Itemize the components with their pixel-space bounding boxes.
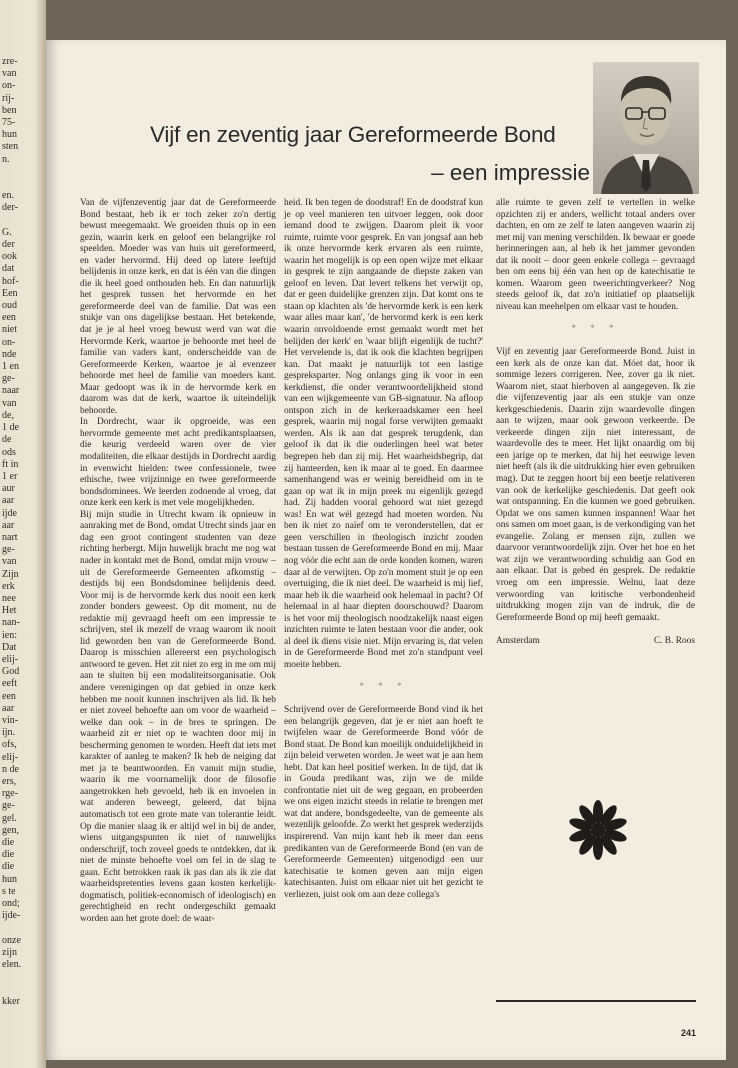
left-page-fragment: gen, bbox=[2, 824, 19, 836]
author-name: C. B. Roos bbox=[653, 636, 695, 647]
left-page-edge bbox=[0, 0, 46, 1068]
left-page-fragment: aar bbox=[2, 495, 15, 507]
paragraph: In Dordrecht, waar ik opgroeide, was een hervormde gemeente met acht predikantsplaatsen, die keurig verdeeld waren over de vier modaliteiten, die elkaar destijds in Dordrecht aardig in evenwicht hielden: twee confessionele, twee ethische, twee vrijzinnige en twee gereformeerde bondsdominees. We leerden zodoende al vroeg, dat onze kerk een kerk is met vele mogelijkheden. bbox=[80, 417, 276, 509]
left-page-fragment: aar bbox=[2, 702, 15, 714]
left-page-fragment: 1 de bbox=[2, 422, 19, 434]
article-column-2 bbox=[284, 198, 483, 901]
section-divider-stars: * * * bbox=[571, 323, 620, 334]
left-page-fragment: gel. bbox=[2, 812, 17, 824]
left-page-fragment bbox=[2, 971, 46, 983]
left-page-fragment: die bbox=[2, 837, 15, 848]
left-page-fragment: sten bbox=[2, 141, 19, 153]
left-page-fragment: van bbox=[2, 397, 17, 409]
left-page-fragment: vin- bbox=[2, 714, 19, 726]
left-page-fragment: niet bbox=[2, 324, 17, 336]
left-page-fragment: oud bbox=[2, 300, 17, 312]
left-page-fragment bbox=[2, 983, 46, 995]
left-page-fragment: elij- bbox=[2, 751, 19, 763]
left-page-fragment: ijde bbox=[2, 507, 17, 519]
left-page-fragment: eeft bbox=[2, 678, 17, 690]
place-name: Amsterdam bbox=[496, 636, 540, 647]
title-line-1: Vijf en zeventig jaar Gereformeerde Bond bbox=[150, 122, 556, 147]
left-page-fragment: die bbox=[2, 849, 15, 861]
left-page-fragment: een bbox=[2, 690, 16, 702]
left-page-fragment: der bbox=[2, 239, 15, 251]
left-page-fragment: en. bbox=[2, 190, 14, 202]
left-page-fragment: onze bbox=[2, 934, 21, 946]
left-page-fragment: nan- bbox=[2, 617, 20, 629]
left-page-fragment: ben bbox=[2, 104, 17, 116]
left-page-fragment: naar bbox=[2, 385, 20, 397]
left-page-fragment: hun bbox=[2, 873, 17, 885]
page-number: 241 bbox=[681, 1028, 697, 1038]
left-page-text bbox=[2, 56, 46, 1008]
left-page-fragment: 75- bbox=[2, 117, 16, 129]
left-page-fragment: ge- bbox=[2, 373, 15, 385]
left-page-fragment: zijn bbox=[2, 946, 17, 958]
left-page-fragment: ge- bbox=[2, 800, 15, 812]
left-page-fragment: een bbox=[2, 312, 16, 324]
left-page-fragment: ofs, bbox=[2, 739, 17, 751]
paragraph: heid. Ik ben tegen de doodstraf! En de doodstraf kun je op veel manieren ten uitvoer leggen, ook door iemand dood te zwijgen. Daarom pleit ik voor ruimte, ruimte voor gesprek. En van jongsaf aan heb ik onze hervormde kerk ervaren als een ruimte, waarin het mogelijk is op een open wijze met elkaar in gesprek te zijn aangaande de diepste zaken van geloof en leven. Dat levert telkens het verwijt op, dat er geen duidelijke grenzen zijn. Dat komt ons te staan op klachten als 'de hervormde kerk is een kerk waar alles maar kan', 'de hervormd kerk is een kerk waarin onvoldoende ernst gemaakt wordt met het belijden der kerk' en 'waar blijft eigenlijk de tucht?' Het vervelende is, dat ik ook die klachten begrijpen kan. Dat maakt je natuurlijk tot een lastige gespreksparter. Nog onlangs ging ik voor in een kerkdienst, die onder verantwoordelijkheid stond van een wijkgemeente van GB-signatuur. Na afloop ontspon zich in de kerkeraadskamer een heel gesprek, waarin mij nogal forse verwijten gemaakt werden. Als ik aan dat gesprek terugdenk, dan geloof ik dat ik die ouderlingen heel wat beter begrepen heb dan zij mij. Het waarheidsbegrip, dat zij hanteerden, ken ik maar al te goed. En daarmee samenhangend was er weinig bereidheid om in te gaan op wat ik in mijn preek nu eigenlijk gezegd had. Zij hadden vooral gehoord wat niet gezegd was! En wat wél gezegd had moeten worden. Nu ben ik niet zo naïef om te veronderstellen, dat er geen verschillen in theologisch inzicht zouden bestaan tussen de Gereformeerde Bond en mij. Maar nog vóór die echt aan de orde konden komen, waren daar al de verwijten. Op zo'n moment stuit je op een overtuiging, die ik niet deel. De waarheid is mij lief, maar heb ik die waarheid ook helemaal in pacht? Of helemaal in al haar diepten doorschouwd? Daarom is het voor mij theologisch noodzakelijk naast eigen inzichten ruimte te laten bestaan voor die ander, ook al deel ik diens visie niet. Mijn ervaring is, dat velen in de Gereformeerde Bond met zo'n standpunt veel moeite hebben. bbox=[284, 198, 483, 670]
left-page-fragment: Zijn bbox=[2, 568, 19, 580]
left-page-fragment: kker bbox=[2, 995, 20, 1007]
left-page-fragment: ijde- bbox=[2, 910, 21, 922]
left-page-fragment: de, bbox=[2, 409, 14, 421]
paragraph: Schrijvend over de Gereformeerde Bond vind ik het een belangrijk gegeven, dat je er niet aan hoeft te twijfelen waar de Gereformeerde Bond vóór de Bond staat. De Bond kan moeilijk onduidelijkheid in zijn beleid verweten worden. Je weet wat je aan hem hebt. Dat kan heel positief werken. In de tijd, dat ik in Gouda predikant was, zijn we de milde confrontatie niet uit de weg gegaan, en probeerden we ons eigen inzicht steeds in relatie te brengen met wat dat andere, bondsgedeelte, van de gemeente als wezenlijk geloofde. Zo werkt het gesprek wederzijds inspirerend. Van mijn kant heb ik meer dan eens predikanten van de Gereformeerde Bond (en van de Gereformeerde Gemeenten) uitgenodigd een uur katechisatie te komen geven aan mijn eigen katechisanten. Juist om elkaar niet uit het gezicht te verliezen, juist ook om aan deze collega's bbox=[284, 704, 483, 900]
left-page-fragment: erk bbox=[2, 580, 15, 592]
left-page-fragment: zre- bbox=[2, 56, 18, 67]
left-page-fragment: dat bbox=[2, 263, 15, 275]
left-page-fragment: ers, bbox=[2, 775, 17, 787]
left-page-fragment: s te bbox=[2, 885, 16, 897]
left-page-fragment bbox=[2, 922, 46, 934]
left-page-fragment: elen. bbox=[2, 959, 22, 971]
left-page-fragment: God bbox=[2, 666, 20, 678]
left-page-fragment: nee bbox=[2, 592, 16, 604]
left-page-fragment: hun bbox=[2, 129, 17, 141]
left-page-fragment: der- bbox=[2, 202, 18, 214]
left-page-fragment: on- bbox=[2, 336, 16, 348]
title-line-2: – een impressie bbox=[431, 160, 590, 185]
left-page-fragment: van bbox=[2, 68, 17, 80]
left-page-fragment: Een bbox=[2, 287, 18, 299]
left-page-fragment: die bbox=[2, 861, 15, 873]
left-page-fragment: n. bbox=[2, 153, 10, 165]
left-page-fragment bbox=[2, 178, 46, 190]
left-page-fragment: van bbox=[2, 556, 17, 568]
left-page-fragment: 1 er bbox=[2, 470, 18, 482]
left-page-fragment: ien: bbox=[2, 629, 17, 641]
left-page-fragment: nart bbox=[2, 531, 18, 543]
left-page-fragment: Dat bbox=[2, 641, 17, 653]
left-page-fragment: nde bbox=[2, 348, 17, 360]
paragraph: Bij mijn studie in Utrecht kwam ik opnieuw in aanraking met de Bond, omdat Utrecht sinds jaar en dag een groot contingent studenten van deze richting herbergt. Mijn huwelijk bracht me nog wat nader in kontakt met de Bond, omdat mijn vrouw – uit de Gereformeerde Gemeenten afkomstig – destijds bij een Bondsdominee belijdenis deed. Voor mij is de hervormde kerk dus nooit een kerk zonder bonders geweest. Op dit moment, nu de redaktie mij gevraagd heeft om een impressie te schrijven, stel ik mezelf de vraag waarom ik nooit lid geworden ben van de Gereformeerde Bond. Daarop is misschien allereerst een psychologisch antwoord te geven. Het zit niet zo erg in me om mij aan te sluiten bij een modaliteitsorganisatie. Ook andere verenigingen op dat gebied in onze kerk hebben me nooit kunnen inschrijven als lid. Ik heb er niet zoveel behoefte aan om voor de waarheid – welke dan ook – in de bres te springen. De waarheid zit er niet op te wachten door mij in bescherming genomen te worden. Heeft dat iets met karakter of aanleg te maken? Ik heb de neiging dat met ja te beantwoorden. En vanuit mijn studie, waarin ik me voornamelijk door de filosofie aangetrokken heb gevoeld, heb ik en invoelen in wat anderen beweegt, geleerd, dat bijna automatisch tot een grote mate van tolerantie leidt. Op die manier slaag ik er altijd wel in bij de ander, wiens uitgangspunten ik niet of nauwelijks onderschrijf, toch zoveel goeds te ontdekken, dat ik niet de minste behoefte voel om fel in de slag te gaan. Echt betrokken raak ik pas dan als ik zie dat waarheidspretenties levens gaan kosten kerkelijk-dogmatisch, politiek-economisch of ideologisch) en gerechtigheid en recht ondergeschikt gemaakt worden aan het grote doel: de waar- bbox=[80, 509, 276, 924]
left-page-fragment: Het bbox=[2, 605, 17, 617]
asterisk-ornament-icon bbox=[566, 798, 630, 862]
left-page-fragment: ook bbox=[2, 251, 17, 263]
left-page-fragment: ft in bbox=[2, 458, 19, 470]
paragraph: Van de vijfenzeventig jaar dat de Gereformeerde Bond bestaat, heb ik er toch zeker zo'n dertig bewust meegemaakt. We groeiden thuis op in een gezin, waarin kerk en geloof een belangrijke rol speelden. Moeder was van huis uit gereformeerd, en vader hervormd. Hij deed op latere leeftijd belijdenis in onze kerk, en dat is één van die dingen die ik heel goed onthouden heb. En dan natuurlijk het gesprek tussen het hervormde en het gereformeerde deel van de familie. Dat was een stukje van ons dagelijkse bestaan. Het betekende, dat je je al heel vroeg bewust werd van wat die Hervormde Kerk, waartoe je behoorde met heel de familie van vaders kant, onderscheidde van de Gereformeerde Kerken, waartoe je al evenzeer behoorde met heel de familie van moeders kant. Maar gedoopt was ik in de hervormde kerk en daarom was dat de kerk, waartoe ik uiteindelijk behoorde. bbox=[80, 198, 276, 416]
left-page-fragment: rij- bbox=[2, 92, 15, 104]
end-rule bbox=[496, 1000, 696, 1002]
section-divider-stars: * * * bbox=[359, 681, 408, 692]
left-page-fragment: on- bbox=[2, 80, 16, 92]
left-page-fragment: 1 en bbox=[2, 361, 19, 373]
signature-line bbox=[496, 636, 695, 648]
left-page-fragment bbox=[2, 215, 46, 227]
left-page-fragment: rge- bbox=[2, 788, 18, 800]
left-page-fragment: G. bbox=[2, 226, 12, 238]
left-page-fragment: elij- bbox=[2, 653, 19, 665]
left-page-fragment: aar bbox=[2, 519, 15, 531]
left-page-fragment: hof- bbox=[2, 275, 19, 287]
article-column-1 bbox=[80, 198, 276, 925]
left-page-fragment: ge- bbox=[2, 544, 15, 556]
left-page-fragment bbox=[2, 166, 46, 178]
author-portrait bbox=[593, 62, 699, 194]
left-page-fragment: n de bbox=[2, 763, 19, 775]
left-page-fragment: ijn. bbox=[2, 727, 16, 739]
left-page-fragment: ods bbox=[2, 446, 16, 458]
left-page-fragment: ond; bbox=[2, 898, 20, 910]
article-column-3 bbox=[496, 198, 695, 648]
paragraph: alle ruimte te geven zelf te vertellen in welke opzichten zij er anders, wellicht totaal anders over dachten, en om ze zelf te laten aangeven waarin zij met mij van mening verschilden. Ik bewaar er goede herinneringen aan, al heb ik het jammer gevonden dat ik nooit – door geen enkele collega – gevraagd ben om eens bij één van hen op de katechisatie te komen. Waarom geen tweerichtingverkeer? Nog steeds geloof ik, dat zo'n initiatief op plaatselijk niveau kan meehelpen om elkaar vast te houden. bbox=[496, 198, 695, 312]
left-page-fragment: aur bbox=[2, 483, 15, 495]
left-page-fragment: de bbox=[2, 434, 12, 446]
paragraph: Vijf en zeventig jaar Gereformeerde Bond. Juist in een kerk als de onze kan dat. Móet dat, hoor ik sommige lezers corrigeren. Nee, zover ga ik niet. Waarom niet, staat hierboven al aangegeven. Ik zie die vijfenzeventig jaar als een stukje van onze kerkgeschiedenis. Daarin zijn waardevolle dingen aan te wijzen, maar ook gewoon verkeerde. De verkeerde dingen zijn niet interessant, de waardevolle des te meer. Het lijkt onaardig om bij een jarige op te merken, dat hij het eeuwige leven niet heeft (als ik die uitdrukking hier even gebruiken mag). Dat te zeggen hoort bij een beetje relativeren van ook de kerkelijke geschiedenis. Dat geeft ook wat ontspanning. En die kunnen we goed gebruiken. Opdat we ons samen kunnen inspannen! Waar het ons samen om moet gaan, is de verkondiging van het evangelie. Zolang er mensen zijn, zullen we daarvoor verantwoordelijk zijn. Over het hoe en het wat zijn we verantwoording schuldig aan God en aan elkaar. Dat is gebed én gesprek. De redaktie vroeg om een impressie. Welnu, laat deze verwoording van kritische verbondenheid uitdrukking mogen zijn van de indruk, die de Gereformeerde Bond op mij heeft gemaakt. bbox=[496, 347, 695, 623]
